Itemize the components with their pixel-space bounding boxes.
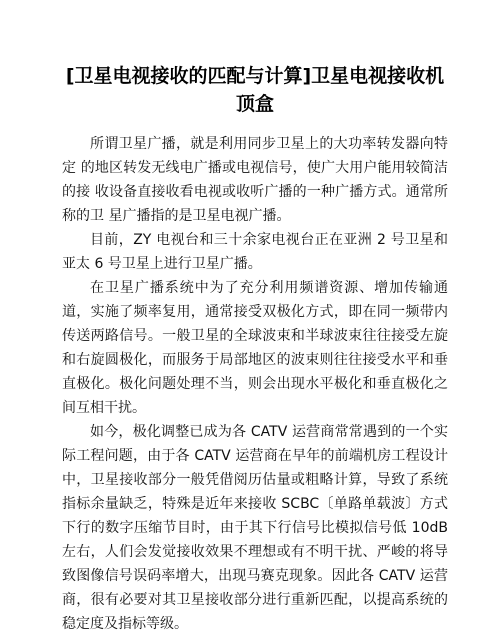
paragraph: 目前，ZY 电视台和三十余家电视台正在亚洲 2 号卫星和亚太 6 号卫星上进行卫星广播。 bbox=[62, 232, 448, 272]
paragraph: 在卫星广播系统中为了充分利用频谱资源、增加传输通道，实施了频率复用，通常接受双极化方式，即在同一频带内传送两路信号。一般卫星的全球波束和半球波束往往接受左旋和右旋圆极化，而服务于局部地区的波束则往往接受水平和垂直极化。极化问题处理不当，则会出现水平极化和垂直极化之间互相干扰。 bbox=[62, 280, 448, 416]
paragraph: 所谓卫星广播，就是利用同步卫星上的大功率转发器向特定 的地区转发无线电广播或电视信号，使广大用户能用较简洁的接 收设备直接收看电视或收听广播的一种广播方式。通常所称的卫 星广播指的是卫星电视广播。 bbox=[62, 136, 448, 224]
document-title: [卫星电视接收的匹配与计算]卫星电视接收机顶盒 bbox=[65, 65, 445, 115]
paragraph: 如今，极化调整已成为各 CATV 运营商常常遇到的一个实际工程问题，由于各 CATV 运营商在早年的前端机房工程设计中，卫星接收部分一般凭借阅历估量或粗略计算，导致了系统指标余量缺乏，特殊是近年来接收 SCBC〔单路单载波〕方式下行的数字压缩节目时，由于其下行信号比模拟信号低 10dB 左右，人们会发觉接收效果不理想或有不明干扰、严峻的将导致图像信号误码率增大，出现马赛克现象。因此各 CATV 运营商，很有必要对其卫星接收部分进行重新匹配，以提高系统的稳定度及指标等级。 bbox=[62, 424, 448, 632]
